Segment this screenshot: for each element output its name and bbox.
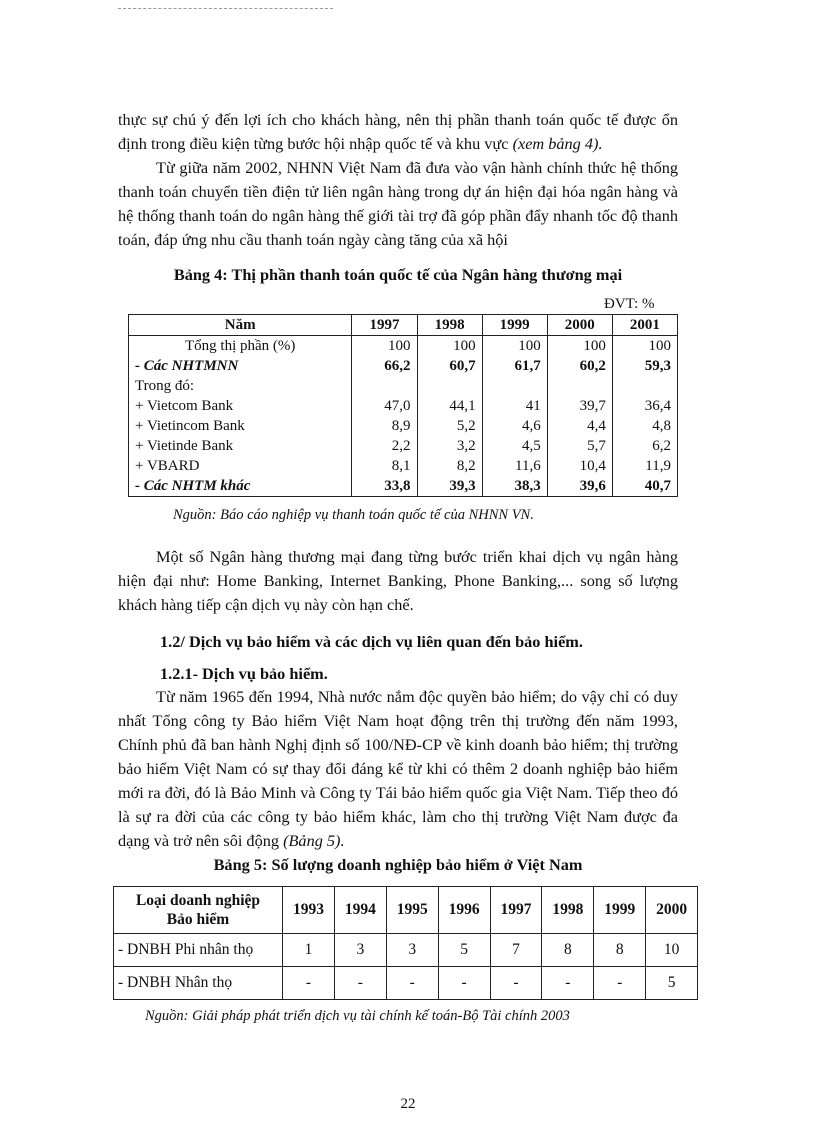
table-4-cell: 47,0: [352, 396, 417, 416]
table-4-row-label: + Vietincom Bank: [135, 418, 245, 434]
table-4-row: [129, 476, 678, 497]
paragraph-2-text: Từ giữa năm 2002, NHNN Việt Nam đã đưa vào vận hành chính thức hệ thống thanh toán chuyển tiền điện tử liên ngân hàng trong dự án hiện đại hóa ngân hàng và hệ thống thanh toán do ngân hàng thế giới tài trợ đã góp phần đẩy nhanh tốc độ thanh toán, đáp ứng nhu cầu thanh toán ngày càng tăng của xã hội: [118, 158, 678, 249]
table-4-cell: 8,1: [352, 456, 417, 476]
table-5-row: [114, 934, 698, 967]
table-5-year: 1999: [594, 887, 646, 934]
paragraph-2: [118, 156, 678, 252]
table-4-year: 2001: [612, 315, 677, 336]
table-4-cell: 100: [417, 336, 482, 357]
table-5-cell: 5: [438, 934, 490, 967]
table-5-cell: -: [386, 967, 438, 1000]
table-5-year: 1995: [386, 887, 438, 934]
section-heading-1-2-1: 1.2.1- Dịch vụ bảo hiểm.: [160, 664, 328, 683]
table-4-cell: 33,8: [352, 476, 417, 497]
table-4-header-label: Năm: [129, 315, 352, 336]
table-4: [128, 314, 678, 497]
table-5-cell: 7: [490, 934, 542, 967]
table-4-cell: 100: [352, 336, 417, 357]
table-4-row-label: - Các NHTM khác: [135, 478, 251, 494]
table-5-cell: 8: [542, 934, 594, 967]
paragraph-4: [118, 685, 678, 853]
table-4-cell: 39,7: [547, 396, 612, 416]
table-4-cell: 8,9: [352, 416, 417, 436]
table-4-cell: 10,4: [547, 456, 612, 476]
table-5-row: [114, 967, 698, 1000]
table-4-cell: 66,2: [352, 356, 417, 376]
table-4-row-label: Trong đó:: [135, 378, 195, 394]
scan-artifact-line: [118, 8, 333, 9]
table-4-row: [129, 396, 678, 416]
table-4-cell: [612, 376, 677, 396]
table-4-row: [129, 336, 678, 357]
table-5-cell: 8: [594, 934, 646, 967]
table-4-row: [129, 456, 678, 476]
table-4-cell: 38,3: [482, 476, 547, 497]
table-4-cell: [547, 376, 612, 396]
table-5: [113, 886, 698, 1000]
table-4-cell: 39,3: [417, 476, 482, 497]
table-5-row-label: - DNBH Nhân thọ: [114, 967, 283, 1000]
table-4-year: 1999: [482, 315, 547, 336]
table-4-cell: 4,6: [482, 416, 547, 436]
table-5-reference: (Bảng 5).: [283, 831, 345, 850]
table-4-cell: 8,2: [417, 456, 482, 476]
paragraph-4-text: Từ năm 1965 đến 1994, Nhà nước nắm độc quyền bảo hiểm; do vậy chỉ có duy nhất Tổng công ty Bảo hiểm Việt Nam hoạt động trên thị trường đến năm 1993, Chính phủ đã ban hành Nghị định số 100/NĐ-CP về kinh doanh bảo hiểm; thị trường bảo hiểm Việt Nam có sự thay đổi đáng kể từ khi có thêm 2 doanh nghiệp bảo hiểm mới ra đời, đó là Bảo Minh và Công ty Tái bảo hiểm quốc gia Việt Nam. Tiếp theo đó là sự ra đời của các công ty bảo hiểm khác, làm cho thị trường Việt Nam được đa dạng và trở nên sôi động: [118, 687, 678, 850]
table-5-row-label: - DNBH Phi nhân thọ: [114, 934, 283, 967]
table-5-header-label-line-2: Bảo hiểm: [166, 911, 230, 928]
table-5-header-row: [114, 887, 698, 934]
table-4-cell: 60,7: [417, 356, 482, 376]
table-4-cell: 11,6: [482, 456, 547, 476]
section-heading-1-2: 1.2/ Dịch vụ bảo hiểm và các dịch vụ liên quan đến bảo hiểm.: [160, 632, 583, 651]
table-5-cell: -: [490, 967, 542, 1000]
table-5-cell: -: [594, 967, 646, 1000]
table-4-cell: [352, 376, 417, 396]
table-5-cell: 5: [646, 967, 698, 1000]
table-4-cell: 59,3: [612, 356, 677, 376]
paragraph-1: [118, 108, 678, 156]
table-5-source: Nguồn: Giải pháp phát triển dịch vụ tài chính kế toán-Bộ Tài chính 2003: [145, 1008, 570, 1024]
table-4-row-label: - Các NHTMNN: [135, 358, 239, 374]
table-4-cell: 4,8: [612, 416, 677, 436]
table-4-cell: 36,4: [612, 396, 677, 416]
paragraph-3-text: Một số Ngân hàng thương mại đang từng bước triển khai dịch vụ ngân hàng hiện đại như: Home Banking, Internet Banking, Phone Banking,... song số lượng khách hàng tiếp cận dịch vụ này còn hạn chế.: [118, 547, 678, 614]
table-4-unit: ĐVT: %: [604, 296, 655, 312]
table-5-header-label-line-1: Loại doanh nghiệp: [135, 892, 261, 909]
table-4-cell: 44,1: [417, 396, 482, 416]
table-4-cell: [417, 376, 482, 396]
table-5-cell: -: [542, 967, 594, 1000]
table-4-row-label: + Vietcom Bank: [135, 398, 234, 414]
table-4-cell: 2,2: [352, 436, 417, 456]
table-5-cell: -: [438, 967, 490, 1000]
table-5-caption: Bảng 5: Số lượng doanh nghiệp bảo hiểm ở Việt Nam: [213, 855, 583, 874]
table-4-row-label: + VBARD: [135, 458, 200, 474]
table-4-cell: 4,4: [547, 416, 612, 436]
table-4-cell: 11,9: [612, 456, 677, 476]
table-4-cell: 39,6: [547, 476, 612, 497]
table-4-cell: 100: [547, 336, 612, 357]
table-4-cell: 100: [612, 336, 677, 357]
table-4-cell: 40,7: [612, 476, 677, 497]
table-4-row-label: + Vietinde Bank: [135, 438, 234, 454]
table-4-row: [129, 356, 678, 376]
table-5-cell: -: [334, 967, 386, 1000]
paragraph-1-text: thực sự chú ý đến lợi ích cho khách hàng, nên thị phần thanh toán quốc tế được ổn định trong điều kiện từng bước hội nhập quốc tế và khu vực: [118, 110, 678, 153]
table-4-cell: [482, 376, 547, 396]
table-4-row: [129, 436, 678, 456]
table-4-source: Nguồn: Báo cáo nghiệp vụ thanh toán quốc tế của NHNN VN.: [173, 507, 534, 523]
table-5-cell: 3: [386, 934, 438, 967]
table-5-year: 1998: [542, 887, 594, 934]
table-4-cell: 41: [482, 396, 547, 416]
table-4-row-label: Tổng thị phần (%): [185, 338, 296, 354]
table-4-cell: 5,2: [417, 416, 482, 436]
table-4-cell: 3,2: [417, 436, 482, 456]
table-5-header-label: [114, 887, 283, 934]
table-4-caption: Bảng 4: Thị phần thanh toán quốc tế của Ngân hàng thương mại: [173, 265, 623, 284]
table-5-year: 1993: [283, 887, 335, 934]
table-5-year: 1996: [438, 887, 490, 934]
table-5-year: 2000: [646, 887, 698, 934]
table-4-year: 1998: [417, 315, 482, 336]
table-4-cell: 5,7: [547, 436, 612, 456]
paragraph-3: [118, 545, 678, 617]
table-4-year: 2000: [547, 315, 612, 336]
table-4-cell: 6,2: [612, 436, 677, 456]
table-4-cell: 4,5: [482, 436, 547, 456]
table-4-cell: 100: [482, 336, 547, 357]
table-4-row: [129, 416, 678, 436]
table-5-cell: 10: [646, 934, 698, 967]
table-4-cell: 60,2: [547, 356, 612, 376]
table-5-year: 1997: [490, 887, 542, 934]
table-5-cell: 1: [283, 934, 335, 967]
page-number: 22: [400, 1096, 416, 1112]
table-4-header-row: [129, 315, 678, 336]
table-4-reference: (xem bảng 4).: [512, 134, 603, 153]
table-4-row: [129, 376, 678, 396]
table-4-year: 1997: [352, 315, 417, 336]
table-5-cell: 3: [334, 934, 386, 967]
table-5-cell: -: [283, 967, 335, 1000]
table-5-year: 1994: [334, 887, 386, 934]
table-4-cell: 61,7: [482, 356, 547, 376]
